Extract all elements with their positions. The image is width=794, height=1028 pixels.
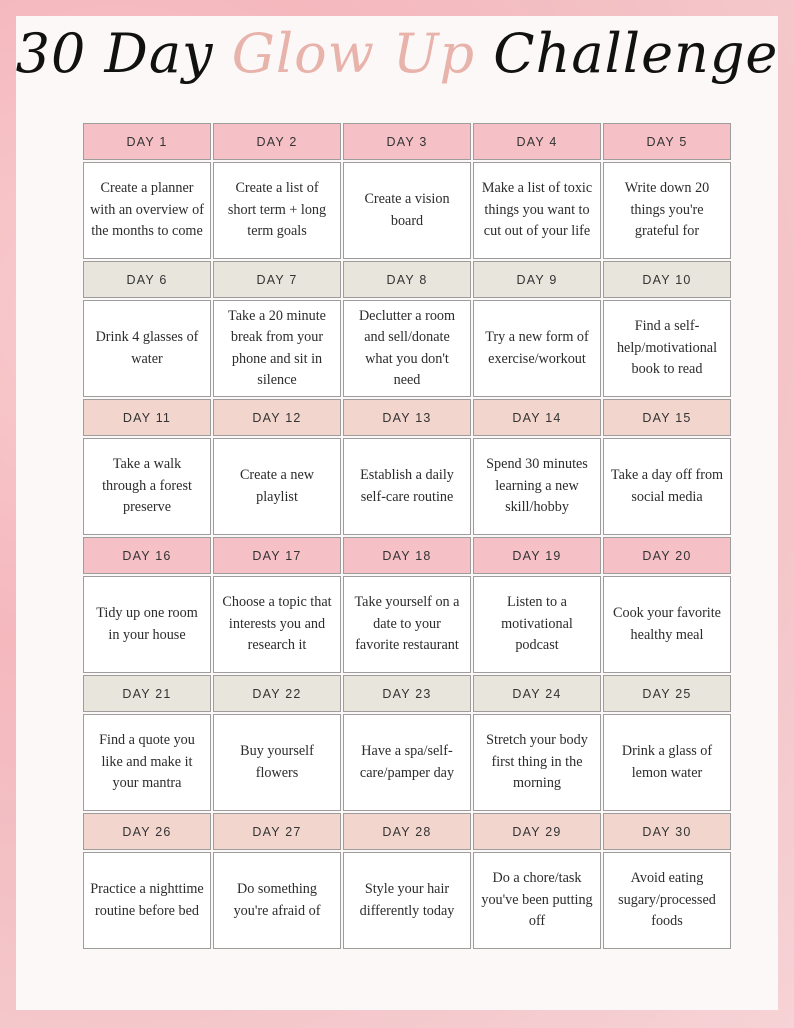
day-task: Take yourself on a date to your favorite restaurant bbox=[343, 576, 471, 673]
day-header: DAY 20 bbox=[603, 537, 731, 574]
day-task: Practice a nighttime routine before bed bbox=[83, 852, 211, 949]
day-header: DAY 13 bbox=[343, 399, 471, 436]
day-header: DAY 29 bbox=[473, 813, 601, 850]
day-task: Try a new form of exercise/workout bbox=[473, 300, 601, 397]
day-header: DAY 11 bbox=[83, 399, 211, 436]
day-header: DAY 25 bbox=[603, 675, 731, 712]
day-task: Create a planner with an overview of the months to come bbox=[83, 162, 211, 259]
day-header: DAY 12 bbox=[213, 399, 341, 436]
challenge-grid bbox=[83, 123, 731, 949]
day-header: DAY 26 bbox=[83, 813, 211, 850]
day-header: DAY 19 bbox=[473, 537, 601, 574]
day-task: Find a quote you like and make it your mantra bbox=[83, 714, 211, 811]
day-header: DAY 7 bbox=[213, 261, 341, 298]
day-task: Drink 4 glasses of water bbox=[83, 300, 211, 397]
day-task: Do a chore/task you've been putting off bbox=[473, 852, 601, 949]
day-task: Tidy up one room in your house bbox=[83, 576, 211, 673]
day-task: Listen to a motivational podcast bbox=[473, 576, 601, 673]
day-header: DAY 15 bbox=[603, 399, 731, 436]
day-header: DAY 22 bbox=[213, 675, 341, 712]
day-task: Choose a topic that interests you and research it bbox=[213, 576, 341, 673]
day-header: DAY 27 bbox=[213, 813, 341, 850]
day-task: Have a spa/self-care/pamper day bbox=[343, 714, 471, 811]
day-task: Avoid eating sugary/processed foods bbox=[603, 852, 731, 949]
title-part-3: Challenge bbox=[493, 22, 779, 85]
day-header: DAY 30 bbox=[603, 813, 731, 850]
day-task: Create a list of short term + long term goals bbox=[213, 162, 341, 259]
day-header: DAY 5 bbox=[603, 123, 731, 160]
day-header: DAY 16 bbox=[83, 537, 211, 574]
day-task: Cook your favorite healthy meal bbox=[603, 576, 731, 673]
day-task: Establish a daily self-care routine bbox=[343, 438, 471, 535]
day-task: Take a day off from social media bbox=[603, 438, 731, 535]
day-header: DAY 28 bbox=[343, 813, 471, 850]
title-part-1: 30 Day bbox=[15, 22, 214, 85]
day-header: DAY 10 bbox=[603, 261, 731, 298]
day-header: DAY 18 bbox=[343, 537, 471, 574]
day-header: DAY 6 bbox=[83, 261, 211, 298]
day-task: Take a walk through a forest preserve bbox=[83, 438, 211, 535]
title-part-2: Glow Up bbox=[231, 22, 476, 85]
day-task: Do something you're afraid of bbox=[213, 852, 341, 949]
day-header: DAY 2 bbox=[213, 123, 341, 160]
page-title bbox=[0, 22, 794, 85]
day-header: DAY 1 bbox=[83, 123, 211, 160]
day-task: Create a new playlist bbox=[213, 438, 341, 535]
day-task: Spend 30 minutes learning a new skill/hobby bbox=[473, 438, 601, 535]
day-header: DAY 8 bbox=[343, 261, 471, 298]
day-task: Take a 20 minute break from your phone and sit in silence bbox=[213, 300, 341, 397]
day-task: Make a list of toxic things you want to cut out of your life bbox=[473, 162, 601, 259]
day-header: DAY 3 bbox=[343, 123, 471, 160]
day-task: Find a self-help/motivational book to read bbox=[603, 300, 731, 397]
day-header: DAY 21 bbox=[83, 675, 211, 712]
day-header: DAY 14 bbox=[473, 399, 601, 436]
day-task: Create a vision board bbox=[343, 162, 471, 259]
day-task: Drink a glass of lemon water bbox=[603, 714, 731, 811]
day-task: Declutter a room and sell/donate what you don't need bbox=[343, 300, 471, 397]
day-task: Write down 20 things you're grateful for bbox=[603, 162, 731, 259]
day-task: Style your hair differently today bbox=[343, 852, 471, 949]
day-header: DAY 23 bbox=[343, 675, 471, 712]
day-header: DAY 4 bbox=[473, 123, 601, 160]
day-header: DAY 9 bbox=[473, 261, 601, 298]
day-task: Buy yourself flowers bbox=[213, 714, 341, 811]
day-header: DAY 17 bbox=[213, 537, 341, 574]
day-task: Stretch your body first thing in the morning bbox=[473, 714, 601, 811]
day-header: DAY 24 bbox=[473, 675, 601, 712]
